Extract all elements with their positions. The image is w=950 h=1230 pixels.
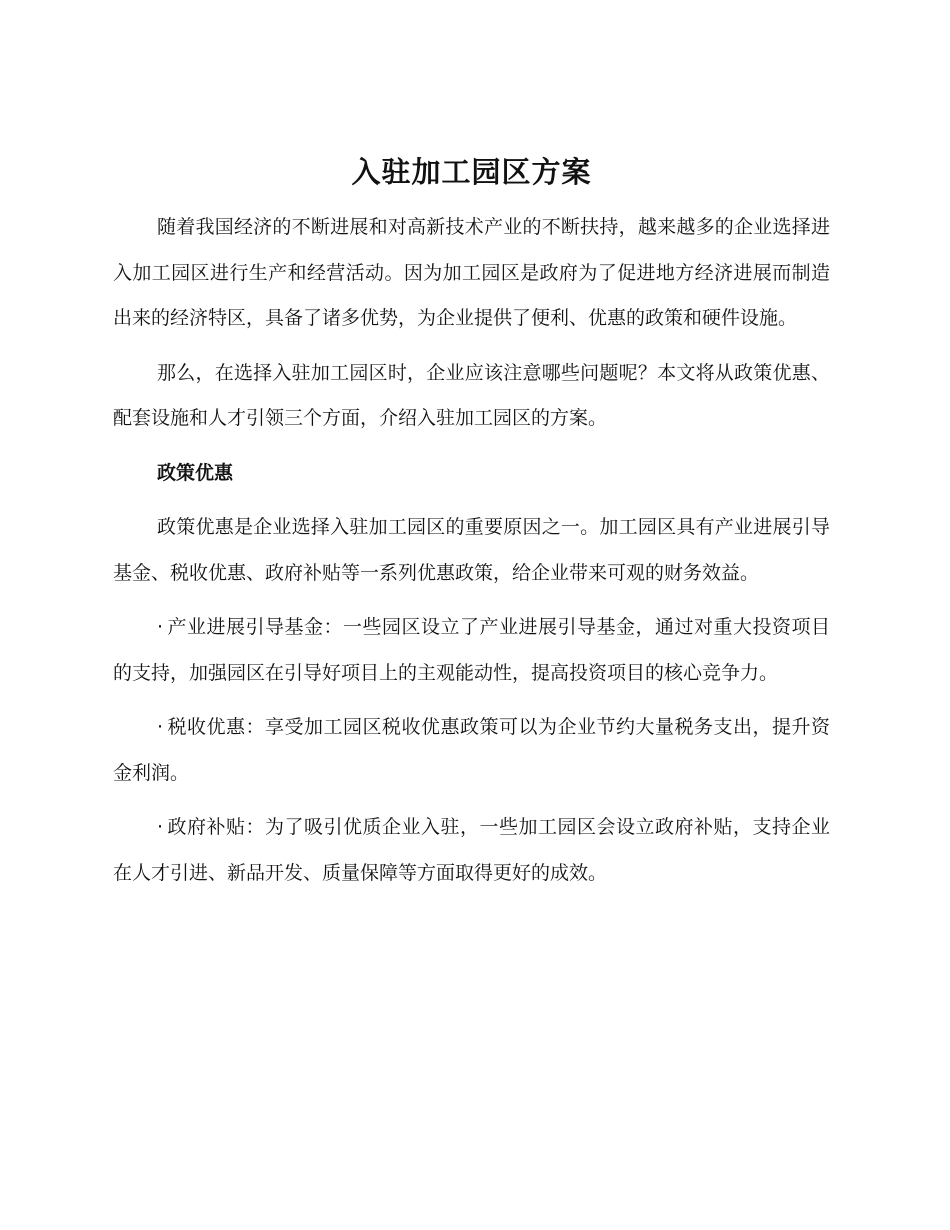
bullet-icon: · — [157, 616, 164, 638]
list-item-text: 产业进展引导基金：一些园区设立了产业进展引导基金，通过对重大投资项目的支持，加强园区在引导好项目上的主观能动性，提高投资项目的核心竞争力。 — [113, 616, 830, 684]
list-item — [113, 805, 830, 896]
section-heading-policy: 政策优惠 — [157, 461, 234, 484]
intro-paragraph-2: 那么，在选择入驻加工园区时，企业应该注意哪些问题呢？本文将从政策优惠、配套设施和人才引领三个方面，介绍入驻加工园区的方案。 — [113, 361, 830, 429]
bullet-icon: · — [157, 816, 164, 838]
list-item-text: 政府补贴：为了吸引优质企业入驻，一些加工园区会设立政府补贴，支持企业在人才引进、新品开发、质量保障等方面取得更好的成效。 — [113, 816, 830, 884]
bullet-icon: · — [157, 716, 164, 738]
section-paragraph: 政策优惠是企业选择入驻加工园区的重要原因之一。加工园区具有产业进展引导基金、税收优惠、政府补贴等一系列优惠政策，给企业带来可观的财务效益。 — [113, 516, 830, 584]
intro-paragraph-1: 随着我国经济的不断进展和对高新技术产业的不断扶持，越来越多的企业选择进入加工园区进行生产和经营活动。因为加工园区是政府为了促进地方经济进展而制造出来的经济特区，具备了诸多优势，为企业提供了便利、优惠的政策和硬件设施。 — [113, 216, 830, 329]
page-title: 入驻加工园区方案 — [351, 155, 592, 189]
list-item — [113, 705, 830, 796]
list-item-text: 税收优惠：享受加工园区税收优惠政策可以为企业节约大量税务支出，提升资金利润。 — [113, 716, 830, 784]
list-item — [113, 605, 830, 696]
